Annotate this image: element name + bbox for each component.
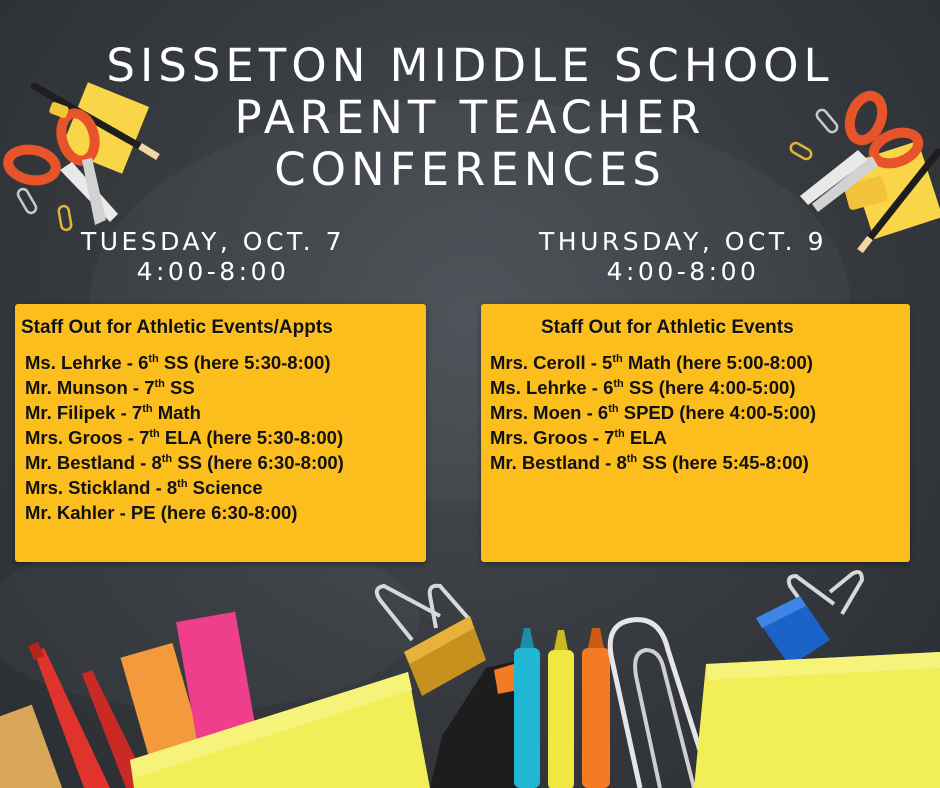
staff-name: Mr. Kahler - PE (here 6:30-8:00) bbox=[25, 502, 298, 523]
staff-details: Math bbox=[152, 402, 201, 423]
staff-name: Mr. Munson - 7 bbox=[25, 377, 155, 398]
thursday-time: 4:00-8:00 bbox=[606, 257, 760, 286]
grade-suffix: th bbox=[142, 403, 153, 415]
staff-row bbox=[25, 500, 426, 525]
staff-row bbox=[490, 450, 910, 475]
staff-name: Mr. Filipek - 7 bbox=[25, 402, 143, 423]
tuesday-panel-heading: Staff Out for Athletic Events/Appts bbox=[21, 317, 333, 338]
title-line-2: PARENT TEACHER bbox=[234, 91, 706, 144]
staff-row bbox=[25, 375, 426, 400]
grade-suffix: th bbox=[613, 378, 624, 390]
staff-row bbox=[25, 350, 426, 375]
staff-row bbox=[25, 475, 426, 500]
staff-name: Mrs. Stickland - 8 bbox=[25, 477, 178, 498]
staff-details: ELA (here 5:30-8:00) bbox=[159, 427, 344, 448]
grade-suffix: th bbox=[149, 428, 160, 440]
staff-details: ELA bbox=[624, 427, 667, 448]
staff-name: Ms. Lehrke - 6 bbox=[490, 377, 614, 398]
grade-suffix: th bbox=[177, 478, 188, 490]
staff-row bbox=[490, 425, 910, 450]
grade-suffix: th bbox=[608, 403, 619, 415]
staff-details: SS (here 4:00-5:00) bbox=[623, 377, 796, 398]
staff-name: Mrs. Groos - 7 bbox=[25, 427, 150, 448]
tuesday-staff-list bbox=[15, 340, 426, 525]
staff-row bbox=[490, 350, 910, 375]
grade-suffix: th bbox=[612, 353, 623, 365]
staff-details: SS (here 6:30-8:00) bbox=[172, 452, 344, 473]
staff-name: Mr. Bestland - 8 bbox=[25, 452, 162, 473]
staff-name: Mrs. Groos - 7 bbox=[490, 427, 615, 448]
thursday-staff-list bbox=[481, 340, 910, 475]
marker-icon bbox=[514, 628, 610, 788]
grade-suffix: th bbox=[161, 453, 173, 465]
staff-row bbox=[25, 425, 426, 450]
staff-name: Mr. Bestland - 8 bbox=[490, 452, 627, 473]
staff-details: Science bbox=[187, 477, 263, 498]
staff-details: SS (here 5:45-8:00) bbox=[637, 452, 809, 473]
title-line-1: SISSETON MIDDLE SCHOOL bbox=[106, 39, 834, 92]
staff-row bbox=[490, 400, 910, 425]
tuesday-date: TUESDAY, OCT. 7 bbox=[80, 227, 346, 256]
staff-name: Ms. Lehrke - 6 bbox=[25, 352, 149, 373]
staff-details: Math (here 5:00-8:00) bbox=[622, 352, 813, 373]
grade-suffix: th bbox=[626, 453, 638, 465]
tuesday-staff-panel bbox=[15, 304, 426, 562]
staff-details: SPED (here 4:00-5:00) bbox=[618, 402, 817, 423]
grade-suffix: th bbox=[614, 428, 625, 440]
thursday-staff-panel bbox=[481, 304, 910, 562]
sticky-note-icon bbox=[694, 652, 940, 788]
staff-row bbox=[25, 450, 426, 475]
staff-name: Mrs. Moen - 6 bbox=[490, 402, 609, 423]
staff-row bbox=[490, 375, 910, 400]
grade-suffix: th bbox=[154, 378, 165, 390]
staff-row bbox=[25, 400, 426, 425]
thursday-panel-heading: Staff Out for Athletic Events bbox=[541, 317, 794, 338]
binder-clip-icon bbox=[756, 572, 862, 666]
staff-details: SS (here 5:30-8:00) bbox=[158, 352, 331, 373]
thursday-date: THURSDAY, OCT. 9 bbox=[539, 227, 827, 256]
staff-name: Mrs. Ceroll - 5 bbox=[490, 352, 613, 373]
grade-suffix: th bbox=[148, 353, 159, 365]
staff-details: SS bbox=[164, 377, 195, 398]
title-line-3: CONFERENCES bbox=[274, 143, 666, 196]
tuesday-time: 4:00-8:00 bbox=[136, 257, 290, 286]
